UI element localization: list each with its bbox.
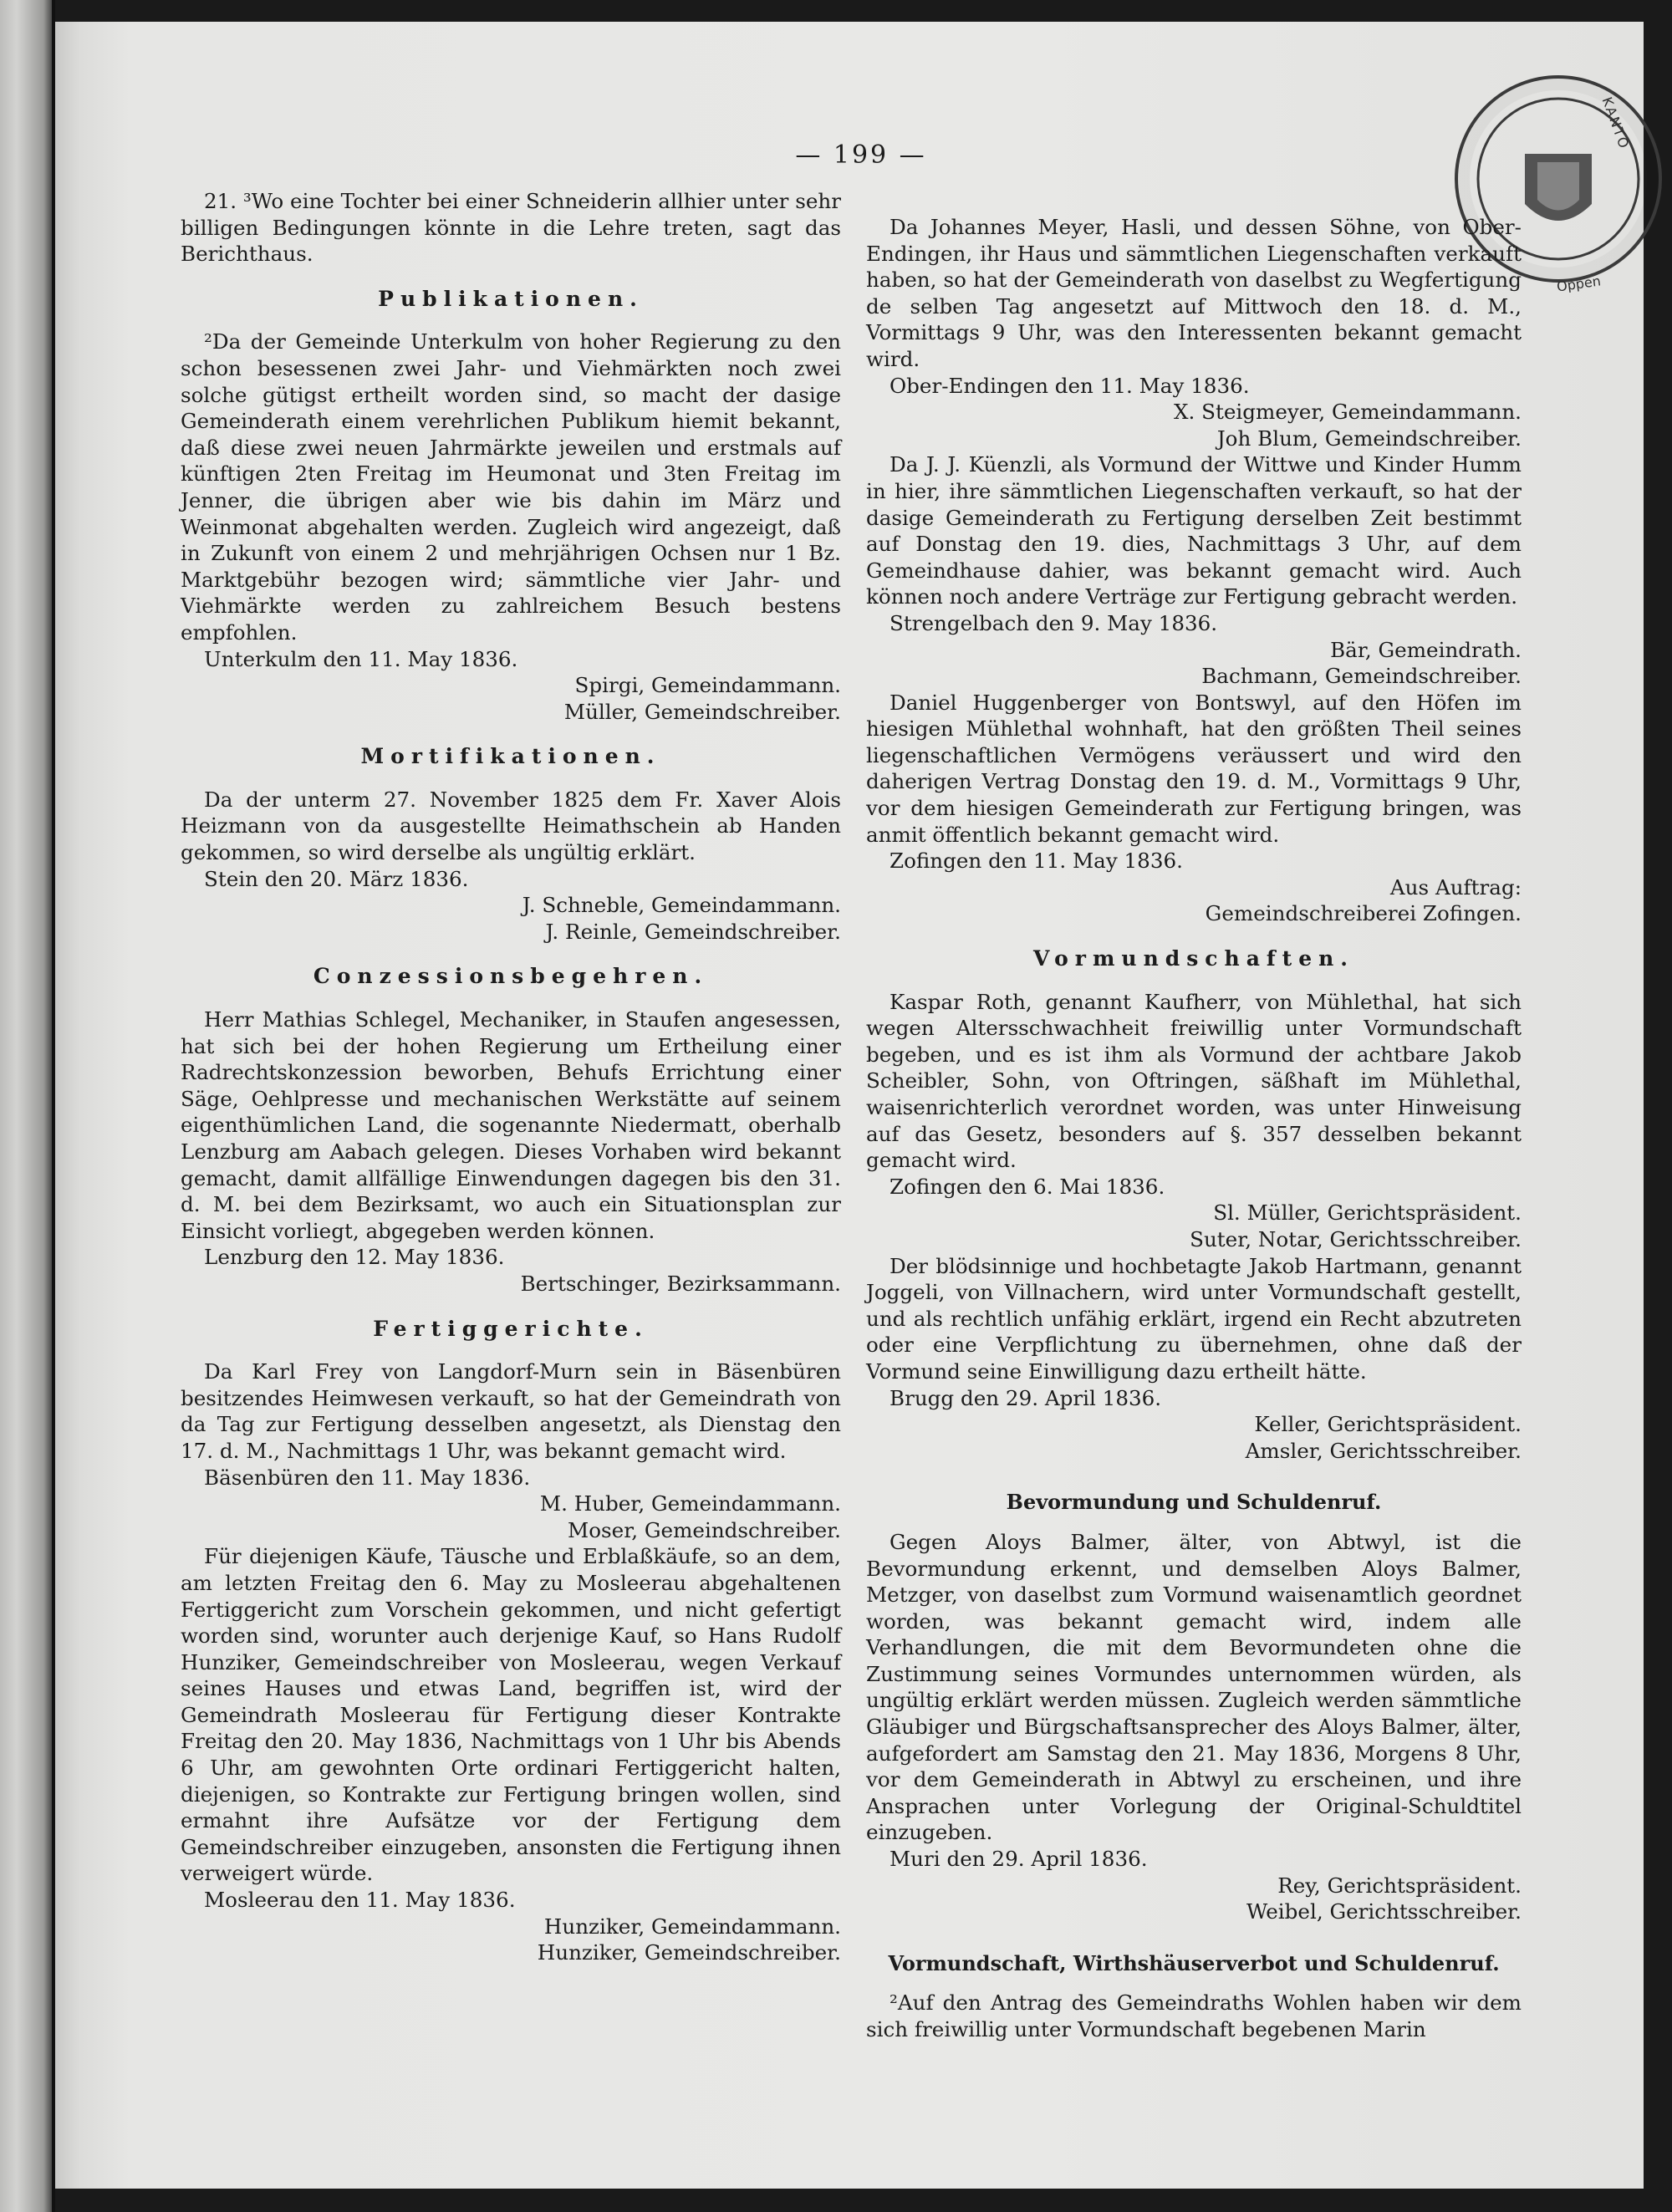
kuenzli-signature-1: Bär, Gemeindrath.: [1330, 637, 1522, 662]
wirthshaus-text: ²Auf den Antrag des Gemeindraths Wohlen haben wir dem sich freiwillig unter Vormundschaft begebenen Marin: [866, 1990, 1522, 2041]
vormundschaften-signature-2a: Keller, Gerichtspräsident.: [1254, 1412, 1522, 1437]
fertig-signature-1b: Moser, Gemeindschreiber.: [568, 1517, 841, 1542]
fertig-signature-1a: M. Huber, Gemeindammann.: [539, 1491, 841, 1516]
publikationen-signature-2: Müller, Gemeindschreiber.: [563, 699, 841, 724]
bevormundung-signature-2: Weibel, Gerichtsschreiber.: [1246, 1899, 1522, 1924]
konzession-text: Herr Mathias Schlegel, Mechaniker, in Staufen angesessen, hat sich bei der hohen Regierung um Ertheilung einer Radrechtskonzession beworben, Behufs Errichtung einer Säge, Oehlpresse und mechanischen Werkstätte auf seinem eigenthümlichen Land, die sogenannte Niedermatt, oberhalb Lenzburg am Aabach gelegen. Dieses Vorhaben wird bekannt gemacht, damit allfällige Einwendungen dagegen bis den 31. d. M. bei dem Bezirksamt, wo auch ein Situationsplan zur Einsicht vorliegt, abgegeben werden können.: [181, 1007, 841, 1243]
vormundschaften-text-1: Kaspar Roth, genannt Kaufherr, von Mühlethal, hat sich wegen Altersschwachheit freiwillig unter Vormundschaft begeben, und es ist ihm als Vormund der achtbare Jakob Scheibler, Sohn, von Oftringen, säßhaft im Mühlethal, waisenrichterlich verordnet worden, was unter Hinweisung auf das Gesetz, besonders auf §. 357 desselben bekannt gemacht wird.: [866, 989, 1522, 1173]
konzession-place: Lenzburg den 12. May 1836.: [204, 1245, 505, 1270]
fertig-signature-2b: Hunziker, Gemeindschreiber.: [537, 1940, 841, 1965]
section-heading-konzession: Conzessionsbegehren.: [313, 964, 709, 989]
stamp-text-lower: Oppen: [1555, 273, 1602, 295]
bevormundung-signature-1: Rey, Gerichtspräsident.: [1277, 1873, 1522, 1898]
huggenberger-text: Daniel Huggenberger von Bontswyl, auf den Höfen im hiesigen Mühlethal wohnhaft, hat den größten Theil seines liegenschaftlichen Vermögens veräussert und wird den daherigen Vertrag Donstag den 19. d. M., Vormittags 9 Uhr, vor dem hiesigen Gemeinderath zur Fertigung bringen, was anmit öffentlich bekannt gemacht wird.: [866, 690, 1522, 847]
section-heading-publikationen: Publikationen.: [378, 286, 644, 311]
huggenberger-place: Zofingen den 11. May 1836.: [890, 849, 1183, 874]
vormundschaften-place-1: Zofingen den 6. Mai 1836.: [890, 1174, 1165, 1199]
section-heading-vormundschaften: Vormundschaften.: [1033, 946, 1354, 971]
publikationen-signature-1: Spirgi, Gemeindammann.: [574, 673, 841, 698]
meyer-signature-1: X. Steigmeyer, Gemeindammann.: [1173, 400, 1522, 425]
vormundschaften-text-2: Der blödsinnige und hochbetagte Jakob Hartmann, genannt Joggeli, von Villnachern, wird unter Vormundschaft gestellt, und als rechtlich unfähig erklärt, irgend ein Recht abzutreten oder eine Verpflichtung zu übernehmen, ohne daß der Vormund seine Einwilligung dazu ertheilt hätte.: [866, 1253, 1522, 1384]
huggenberger-signature-1: Aus Auftrag:: [1389, 874, 1522, 900]
mortifikationen-signature-1: J. Schneble, Gemeindammann.: [522, 893, 841, 918]
section-heading-bevormundung: Bevormundung und Schuldenruf.: [1006, 1490, 1382, 1515]
left-column: [181, 188, 841, 1966]
vormundschaften-signature-2b: Amsler, Gerichtsschreiber.: [1245, 1438, 1522, 1463]
huggenberger-signature-2: Gemeindschreiberei Zofingen.: [1205, 901, 1522, 926]
section-heading-fertiggerichte: Fertiggerichte.: [373, 1316, 649, 1341]
meyer-place: Ober-Endingen den 11. May 1836.: [890, 373, 1250, 398]
fertig-text-1: Da Karl Frey von Langdorf-Murn sein in Bäsenbüren besitzendes Heimwesen verkauft, so hat der Gemeindrath von da Tag zur Fertigung desselben angesetzt, als Dienstag den 17. d. M., Nachmittags 1 Uhr, was bekannt gemacht wird.: [181, 1359, 841, 1463]
fertig-place-1: Bäsenbüren den 11. May 1836.: [204, 1465, 531, 1490]
page-number: — 199 —: [795, 140, 927, 170]
section-heading-wirthshaus: Vormundschaft, Wirthshäuserverbot und Schuldenruf.: [888, 1950, 1500, 1975]
publikationen-place: Unterkulm den 11. May 1836.: [204, 646, 518, 671]
binding-gutter: [52, 0, 55, 2212]
kuenzli-signature-2: Bachmann, Gemeindschreiber.: [1201, 664, 1522, 689]
kuenzli-text: Da J. J. Küenzli, als Vormund der Wittwe und Kinder Humm in hier, ihre sämmtlichen Liegenschaften verkauft, so hat der dasige Gemeinderath zu Fertigung derselben Zeit bestimmt auf Donstag den 19. dies, Nachmittags 3 Uhr, auf dem Gemeindhause dahier, was bekannt gemacht wird. Auch können noch andere Verträge zur Fertigung gebracht werden.: [866, 452, 1522, 609]
konzession-signature: Bertschinger, Bezirksammann.: [520, 1271, 841, 1296]
notice-item-21: 21. ³Wo eine Tochter bei einer Schneiderin allhier unter sehr billigen Bedingungen könnte in die Lehre treten, sagt das Berichthaus.: [181, 189, 841, 267]
vormundschaften-signature-1a: Sl. Müller, Gerichtspräsident.: [1213, 1200, 1522, 1226]
stamp-text: KANTO: [1598, 94, 1633, 152]
vormundschaften-place-2: Brugg den 29. April 1836.: [890, 1385, 1162, 1410]
mortifikationen-text: Da der unterm 27. November 1825 dem Fr. Xaver Alois Heizmann von da ausgestellte Heimathschein ab Handen gekommen, so wird derselbe als ungültig erklärt.: [181, 787, 841, 865]
bevormundung-text: Gegen Aloys Balmer, älter, von Abtwyl, ist die Bevormundung erkennt, und demselben Aloys Balmer, Metzger, von daselbst zum Vormund waisenamtlich geordnet worden, was bekannt gemacht wird, indem alle Verhandlungen, die mit dem Bevormundeten ohne die Zustimmung seines Vormundes unternommen würden, als ungültig erklärt werden müssen. Zugleich werden sämmtliche Gläubiger und Bürgschaftsansprecher des Aloys Balmer, älter, aufgefordert am Samstag den 21. May 1836, Morgens 8 Uhr, vor dem Gemeinderath in Abtwyl zu erscheinen, und ihre Ansprachen unter Vorlegung der Original-Schuldtitel einzugeben.: [866, 1529, 1522, 1845]
section-heading-mortifikationen: Mortifikationen.: [360, 744, 661, 769]
vormundschaften-signature-1b: Suter, Notar, Gerichtsschreiber.: [1190, 1226, 1522, 1251]
meyer-signature-2: Joh Blum, Gemeindschreiber.: [1216, 426, 1522, 451]
meyer-text: Da Johannes Meyer, Hasli, und dessen Söhne, von Ober-Endingen, ihr Haus und sämmtlichen Liegenschaften verkauft haben, so hat der Gemeinderath von daselbst zu Wegfertigung de selben Tag angesetzt auf Mittwoch den 18. d. M., Vormittags 9 Uhr, was den Interessenten bekannt gemacht wird.: [866, 215, 1522, 371]
mortifikationen-place: Stein den 20. März 1836.: [204, 866, 469, 891]
previous-page-edge: [0, 0, 55, 2212]
kuenzli-place: Strengelbach den 9. May 1836.: [890, 610, 1218, 635]
bevormundung-place: Muri den 29. April 1836.: [890, 1847, 1148, 1872]
fertig-place-2: Mosleerau den 11. May 1836.: [204, 1888, 516, 1913]
fertig-text-2: Für diejenigen Käufe, Täusche und Erblaßkäufe, so an dem, am letzten Freitag den 6. May zu Mosleerau abgehaltenen Fertiggericht zum Vorschein gekommen, und nicht gefertigt worden sind, worunter auch derjenige Kauf, so Hans Rudolf Hunziker, Gemeindschreiber von Mosleerau, wegen Verkauf seines Hauses und etwas Land, begriffen ist, wird der Gemeindrath Mosleerau für Fertigung dieser Kontrakte Freitag den 20. May 1836, Nachmittags von 1 Uhr bis Abends 6 Uhr, am gewohnten Orte ordinari Fertiggericht halten, diejenigen, so Kontrakte zur Fertigung bringen wollen, sind ermahnt ihre Aufsätze vor der Fertigung dem Gemeindschreiber einzugeben, ansonsten die Fertigung ihnen verweigert würde.: [181, 1544, 841, 1886]
mortifikationen-signature-2: J. Reinle, Gemeindschreiber.: [545, 919, 841, 944]
fertig-signature-2a: Hunziker, Gemeindammann.: [543, 1914, 841, 1939]
right-column: [866, 214, 1522, 2043]
publikationen-text: ²Da der Gemeinde Unterkulm von hoher Regierung zu den schon besessenen zwei Jahr- und Viehmärkten noch zwei solche gütigst ertheilt worden sind, so macht der dasige Gemeinderath einem verehrlichen Publikum hiemit bekannt, daß diese zwei neuen Jahrmärkte jeweilen und erstmals auf künftigen 2ten Freitag im Heumonat und 3ten Freitag im Jenner, die übrigen aber wie bis dahin im März und Weinmonat abgehalten werden. Zugleich wird angezeigt, daß in Zukunft von einem 2 und mehrjährigen Ochsen nur 1 Bz. Marktgebühr bezogen wird; sämmtliche vier Jahr- und Viehmärkte werden zu zahlreichem Besuch bestens empfohlen.: [181, 329, 841, 645]
